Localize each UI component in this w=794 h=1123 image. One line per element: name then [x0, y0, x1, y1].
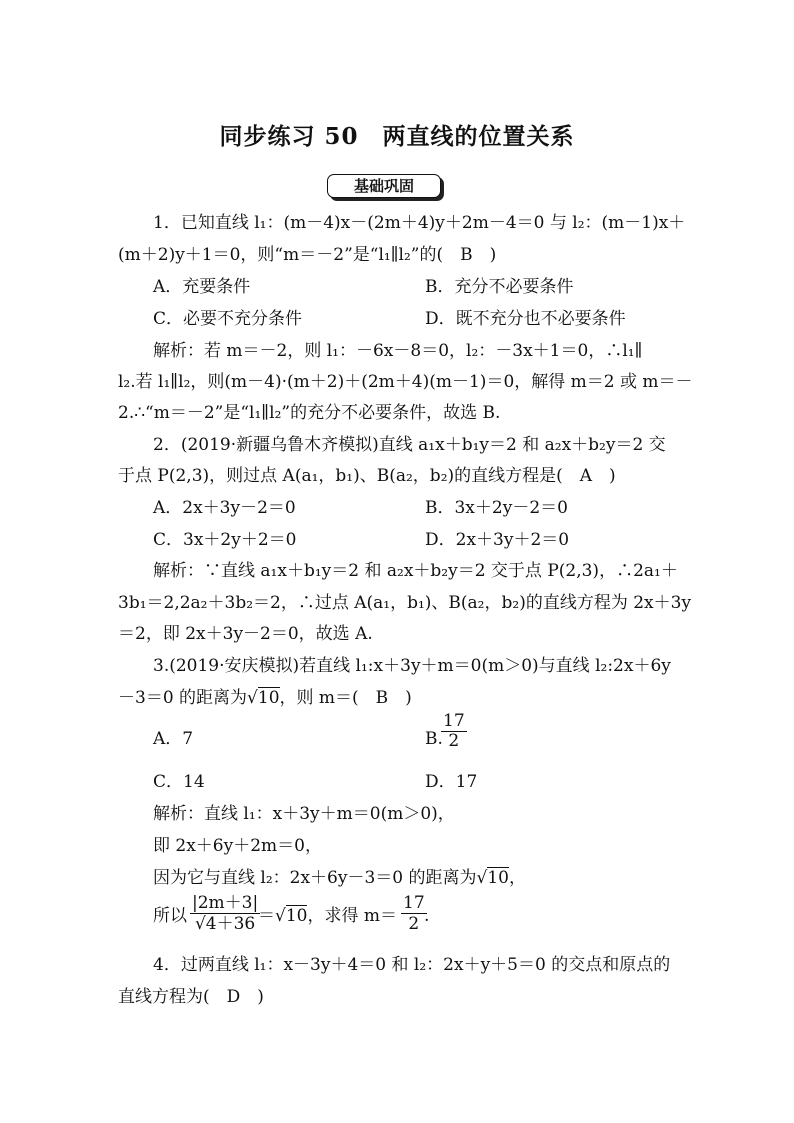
- section-badge: [327, 174, 445, 200]
- q3-solution-line-4-prefix: 所以: [153, 906, 187, 926]
- q1-option-b: B．充分不必要条件: [425, 277, 574, 297]
- q3-answer-numerator: 17: [403, 893, 425, 913]
- q3-option-a: A．7: [153, 729, 194, 749]
- sqrt-symbol: √: [194, 914, 206, 934]
- q3-solution-line-1: 解析：直线 l₁：x＋3y＋m＝0(m＞0)，: [153, 804, 455, 824]
- q3-solution-line-4-mid: ，求得 m＝: [307, 906, 398, 926]
- q2-stem-line-2: 于点 P(2,3)，则过点 A(a₁，b₁)、B(a₂，b₂)的直线方程是( A ): [118, 466, 616, 486]
- page-title: 同步练习 50 两直线的位置关系: [219, 123, 575, 150]
- q2-solution-line-1: 解析：∵直线 a₁x＋b₁y＝2 和 a₂x＋b₂y＝2 交于点 P(2,3)，∴2a₁＋: [153, 561, 678, 581]
- q1-solution-line-2: l₂.若 l₁∥l₂，则(m－4)·(m＋2)＋(2m＋4)(m－1)＝0，解得 m＝2 或 m＝－: [118, 372, 693, 392]
- q3-option-b-prefix: B.: [425, 729, 443, 749]
- q2-option-b: B．3x＋2y－2＝0: [425, 498, 568, 518]
- q3-option-c: C．14: [153, 772, 205, 792]
- q3-option-b-denominator: 2: [448, 731, 460, 751]
- q3-solution-line-4-end: .: [424, 906, 430, 926]
- q3-solution-line-4-rest: [258, 905, 397, 927]
- q3-solution-rhs-radicand: 10: [285, 906, 308, 926]
- q2-stem-line-1: 2．(2019·新疆乌鲁木齐模拟)直线 a₁x＋b₁y＝2 和 a₂x＋b₂y＝2 交: [153, 435, 666, 455]
- q1-stem-line-2: (m＋2)y＋1＝0，则“m＝－2”是“l₁∥l₂”的( B ): [118, 245, 497, 265]
- section-label: 基础巩固: [327, 174, 441, 198]
- q4-stem-line-2: 直线方程为( D ): [118, 987, 264, 1007]
- q3-solution-line-2: 即 2x＋6y＋2m＝0，: [153, 836, 322, 856]
- q2-option-d: D．2x＋3y＋2＝0: [425, 530, 570, 550]
- q3-option-d: D．17: [425, 772, 478, 792]
- q3-solution-fraction-denominator: [190, 914, 260, 934]
- q3-answer-denominator: 2: [408, 914, 420, 934]
- q3-option-b-fraction: [441, 712, 467, 751]
- q2-option-c: C．3x＋2y＋2＝0: [153, 530, 297, 550]
- q2-option-a: A．2x＋3y－2＝0: [153, 498, 296, 518]
- q1-option-d: D．既不充分也不必要条件: [425, 309, 626, 329]
- q1-stem-line-1: 1．已知直线 l₁：(m－4)x－(2m＋4)y＋2m－4＝0 与 l₂：(m－1)x＋: [153, 213, 686, 233]
- q3-solution-line-3-text: 因为它与直线 l₂：2x＋6y－3＝0 的距离为: [153, 868, 477, 888]
- q1-solution-line-1: 解析：若 m＝－2，则 l₁：－6x－8＝0，l₂：－3x＋1＝0，∴l₁∥: [153, 341, 643, 361]
- q3-option-b-numerator: 17: [443, 711, 465, 731]
- sqrt-symbol: √: [247, 688, 258, 708]
- q3-solution-denominator-radicand: 4＋36: [205, 914, 256, 934]
- q3-stem-line-2-answer: ，则 m＝( B ): [279, 688, 412, 708]
- sqrt-symbol: √: [476, 868, 488, 888]
- q3-solution-line-3-end: ，: [509, 868, 526, 888]
- q4-stem-line-1: 4．过两直线 l₁：x－3y＋4＝0 和 l₂：2x＋y＋5＝0 的交点和原点的: [153, 955, 671, 975]
- q3-solution-fraction: [190, 893, 260, 934]
- q3-stem-line-2-text: －3＝0 的距离为: [118, 688, 248, 708]
- q3-stem-line-2: [118, 687, 412, 709]
- q1-solution-line-3: 2.∴“m＝－2”是“l₁∥l₂”的充分不必要条件，故选 B.: [118, 403, 501, 423]
- q3-solution-radicand: 10: [487, 868, 509, 888]
- q1-option-c: C．必要不充分条件: [153, 309, 303, 329]
- q3-solution-line-3: [153, 867, 526, 889]
- q3-solution-fraction-numerator: |2m＋3|: [192, 893, 259, 913]
- q1-option-a: A．充要条件: [153, 277, 251, 297]
- q3-stem-radicand: 10: [257, 688, 280, 708]
- q3-solution-equals: ＝: [258, 906, 275, 926]
- q2-solution-line-2: 3b₁＝2,2a₂＋3b₂＝2，∴过点 A(a₁，b₁)、B(a₂，b₂)的直线方程为 2x＋3y: [118, 593, 692, 613]
- sqrt-symbol: √: [275, 906, 286, 926]
- q3-stem-line-1: 3.(2019·安庆模拟)若直线 l₁:x＋3y＋m＝0(m＞0)与直线 l₂:2x＋6y: [153, 656, 671, 676]
- q3-answer-fraction: [401, 893, 430, 934]
- q2-solution-line-3: ＝2，即 2x＋3y－2＝0，故选 A.: [118, 624, 373, 644]
